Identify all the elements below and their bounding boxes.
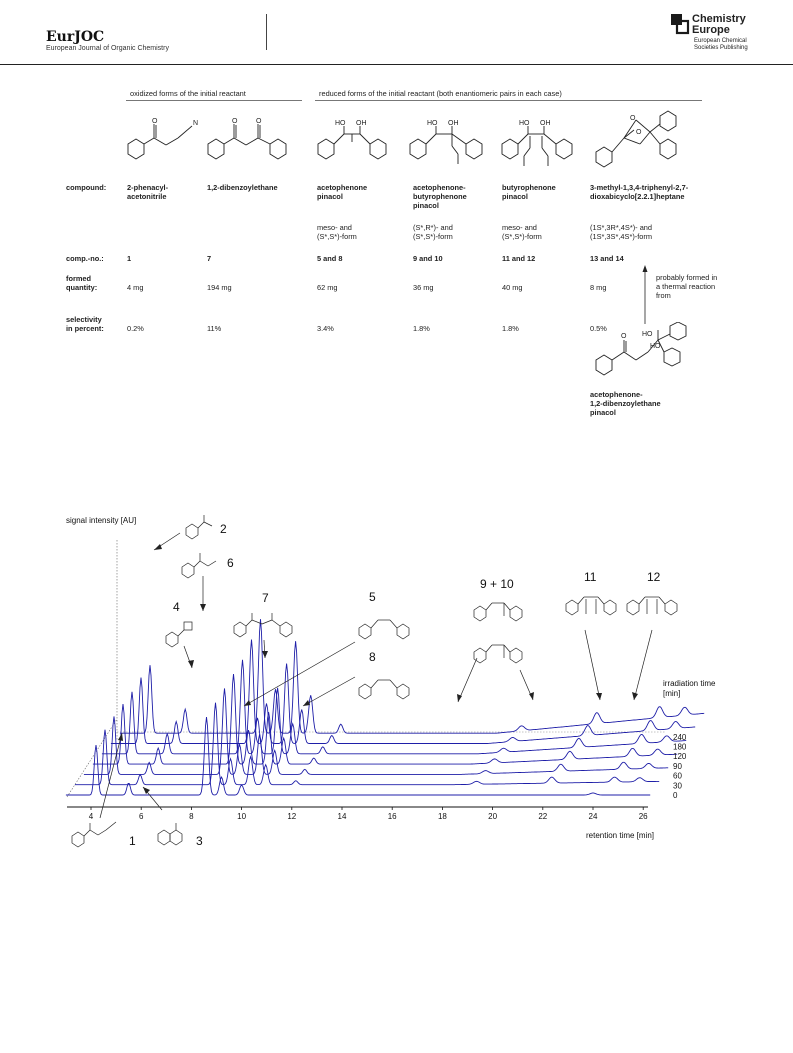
x-tick-label: 24 [588,812,598,821]
irradiation-label-0: 0 [673,791,678,800]
irradiation-label-60: 60 [673,771,682,781]
chromatogram-plot [0,500,793,860]
svg-text:O: O [232,118,238,125]
row-label-sel-2: in percent: [66,324,104,333]
structure-precursor-pinacol-icon [592,322,702,384]
header-divider [266,14,267,50]
thermal-note-2: a thermal reaction [656,282,716,291]
svg-text:O: O [621,333,627,340]
col4-name-3: pinacol [413,201,439,210]
peak-label-8: 8 [369,650,376,664]
svg-text:O: O [256,118,262,125]
x-tick-label: 20 [488,812,498,821]
row-label-qty-1: formed [66,274,92,283]
peak-label-4: 4 [173,600,180,614]
group-oxidized-rule [126,100,302,101]
row-label-compound: compound: [66,183,107,192]
col6-no: 13 and 14 [590,254,624,263]
x-tick-label: 8 [189,812,194,821]
col3-name-1: acetophenone [317,183,368,192]
col1-name-2: acetonitrile [127,192,167,201]
chart-ylabel: signal intensity [AU] [66,516,137,525]
row-label-qty-2: quantity: [66,283,98,292]
structure-8-pinacol-icon [359,680,409,699]
peak-label-9-10: 9 + 10 [480,577,514,591]
publisher-name-1: Chemistry [692,13,746,25]
svg-text:HO: HO [642,331,653,338]
publisher-subtitle-2: Societies Publishing [694,45,748,51]
journal-subtitle: European Journal of Organic Chemistry [46,45,169,52]
irradiation-label-120: 120 [673,752,687,762]
arrow-12-icon [634,630,652,700]
thermal-note-1: probably formed in [656,273,718,282]
row-label-sel-1: selectivity [66,315,102,324]
col3-qty: 62 mg [317,283,338,292]
structure-1-phenacylacetonitrile-icon [72,822,116,847]
structure-11-pinacol-icon [566,597,616,615]
structure-5-pinacol-icon [359,620,409,639]
arrow-8-icon [303,677,355,706]
col4-qty: 36 mg [413,283,434,292]
chromatogram-trace-180 [111,640,695,744]
structure-2-acetophenone-icon [186,515,212,539]
col2-no: 7 [207,254,212,263]
svg-text:OH: OH [448,120,459,127]
x-tick-label: 18 [437,812,447,821]
peak-label-7: 7 [262,591,269,605]
x-tick-label: 12 [287,812,297,821]
col5-qty: 40 mg [502,283,523,292]
svg-text:HO: HO [335,120,346,127]
col6-sel: 0.5% [590,324,607,333]
svg-text:N: N [193,120,199,127]
x-tick-label: 6 [138,812,144,821]
precursor-name-3: pinacol [590,408,616,417]
structure-acetophenone-pinacol-icon [318,126,386,159]
precursor-name-2: 1,2-dibenzoylethane [590,399,661,408]
col2-sel: 11% [207,324,222,333]
col6-form-1: (1S*,3R*,4S*)- and [590,223,653,232]
structure-10-pinacol-icon [474,645,522,663]
peak-label-3: 3 [196,834,203,848]
group-reduced-label: reduced forms of the initial reactant (both enantiomeric pairs in each case) [319,89,562,98]
col3-sel: 3.4% [317,324,334,333]
structure-3-tetralone-icon [158,823,182,845]
journal-title: EurJOC [46,29,105,45]
col4-form-2: (S*,S*)-form [413,232,453,241]
header-rule [0,64,793,65]
svg-text:OH: OH [540,120,551,127]
col6-name-2: dioxabicyclo[2.2.1]heptane [590,192,685,201]
chromatogram-trace-60 [84,688,668,774]
arrow-11-icon [585,630,600,700]
thermal-note-3: from [656,291,671,300]
svg-text:O: O [152,118,158,125]
col1-no: 1 [127,254,132,263]
col5-name-2: pinacol [502,192,528,201]
col1-qty: 4 mg [127,283,144,292]
structure-6-butyrophenone-icon [182,553,216,578]
peak-label-12: 12 [647,570,661,584]
structure-9-pinacol-icon [474,603,522,621]
group-oxidized-label: oxidized forms of the initial reactant [130,89,246,98]
col2-qty: 194 mg [207,283,232,292]
irradiation-label-30: 30 [673,781,682,791]
col3-name-2: pinacol [317,192,343,201]
svg-text:O: O [630,115,636,122]
structures-row [120,104,720,172]
chemistry-europe-logo-icon [670,13,690,35]
svg-text:HO: HO [650,343,661,350]
col5-no: 11 and 12 [502,254,536,263]
arrow-9-icon [458,658,477,702]
col5-form-1: meso- and [502,223,537,232]
x-tick-label: 10 [237,812,247,821]
col5-form-2: (S*,S*)-form [502,232,542,241]
publisher-subtitle-1: European Chemical [694,38,747,44]
col1-sel: 0.2% [127,324,144,333]
thermal-arrow-icon [640,264,650,326]
col6-name-1: 3-methyl-1,3,4-triphenyl-2,7- [590,183,689,192]
svg-text:HO: HO [427,120,438,127]
col5-name-1: butyrophenone [502,183,556,192]
col4-form-1: (S*,R*)- and [413,223,453,232]
svg-text:OH: OH [356,120,367,127]
structure-dioxabicycloheptane-icon [596,111,676,167]
group-reduced-rule [315,100,702,101]
col3-form-1: meso- and [317,223,352,232]
col5-sel: 1.8% [502,324,519,333]
x-tick-label: 4 [88,812,94,821]
peak-label-11: 11 [584,570,597,584]
col3-form-2: (S*,S*)-form [317,232,357,241]
x-tick-label: 26 [638,812,648,821]
col4-no: 9 and 10 [413,254,443,263]
reference-dashed-diagonal [67,719,117,797]
structure-butyrophenone-pinacol-icon [502,126,572,166]
chart-xlabel: retention time [min] [586,831,655,840]
chromatogram-trace-90 [93,674,677,764]
peak-label-5: 5 [369,590,376,604]
publisher-name-2: Europe [692,24,730,36]
col6-form-2: (1S*,3S*,4S*)-form [590,232,653,241]
col1-name-1: 2-phenacyl- [127,183,169,192]
irradiation-label-90: 90 [673,761,682,771]
chromatogram-trace-120 [102,660,686,754]
svg-text:HO: HO [519,120,530,127]
x-tick-label: 14 [337,812,347,821]
structure-4-cyclobutanol-icon [166,622,192,647]
peak-label-1: 1 [129,834,136,848]
structure-12-pinacol-icon [627,597,677,615]
svg-text:O: O [636,129,642,136]
peak-label-6: 6 [227,556,234,570]
structure-phenacylacetonitrile-icon [128,124,192,159]
row-label-compno: comp.-no.: [66,254,104,263]
col4-name-1: acetophenone- [413,183,466,192]
col6-qty: 8 mg [590,283,607,292]
col4-sel: 1.8% [413,324,430,333]
col2-name-1: 1,2-dibenzoylethane [207,183,278,192]
arrow-5-icon [244,642,355,706]
chart-zlabel-1: irradiation time [663,679,716,688]
chart-zlabel-2: [min] [663,689,681,698]
x-tick-label: 16 [387,812,397,821]
structure-dibenzoylethane-icon [208,124,286,159]
peak-label-2: 2 [220,522,227,536]
chromatogram-trace-240 [120,619,704,733]
structure-7-dibenzoylethane-icon [234,613,292,637]
irradiation-label-180: 180 [673,742,687,752]
precursor-name-1: acetophenone- [590,390,643,399]
col3-no: 5 and 8 [317,254,343,263]
structure-ap-bp-pinacol-icon [410,126,482,164]
irradiation-label-240: 240 [673,732,687,742]
col4-name-2: butyrophenone [413,192,467,201]
x-tick-label: 22 [538,812,548,821]
